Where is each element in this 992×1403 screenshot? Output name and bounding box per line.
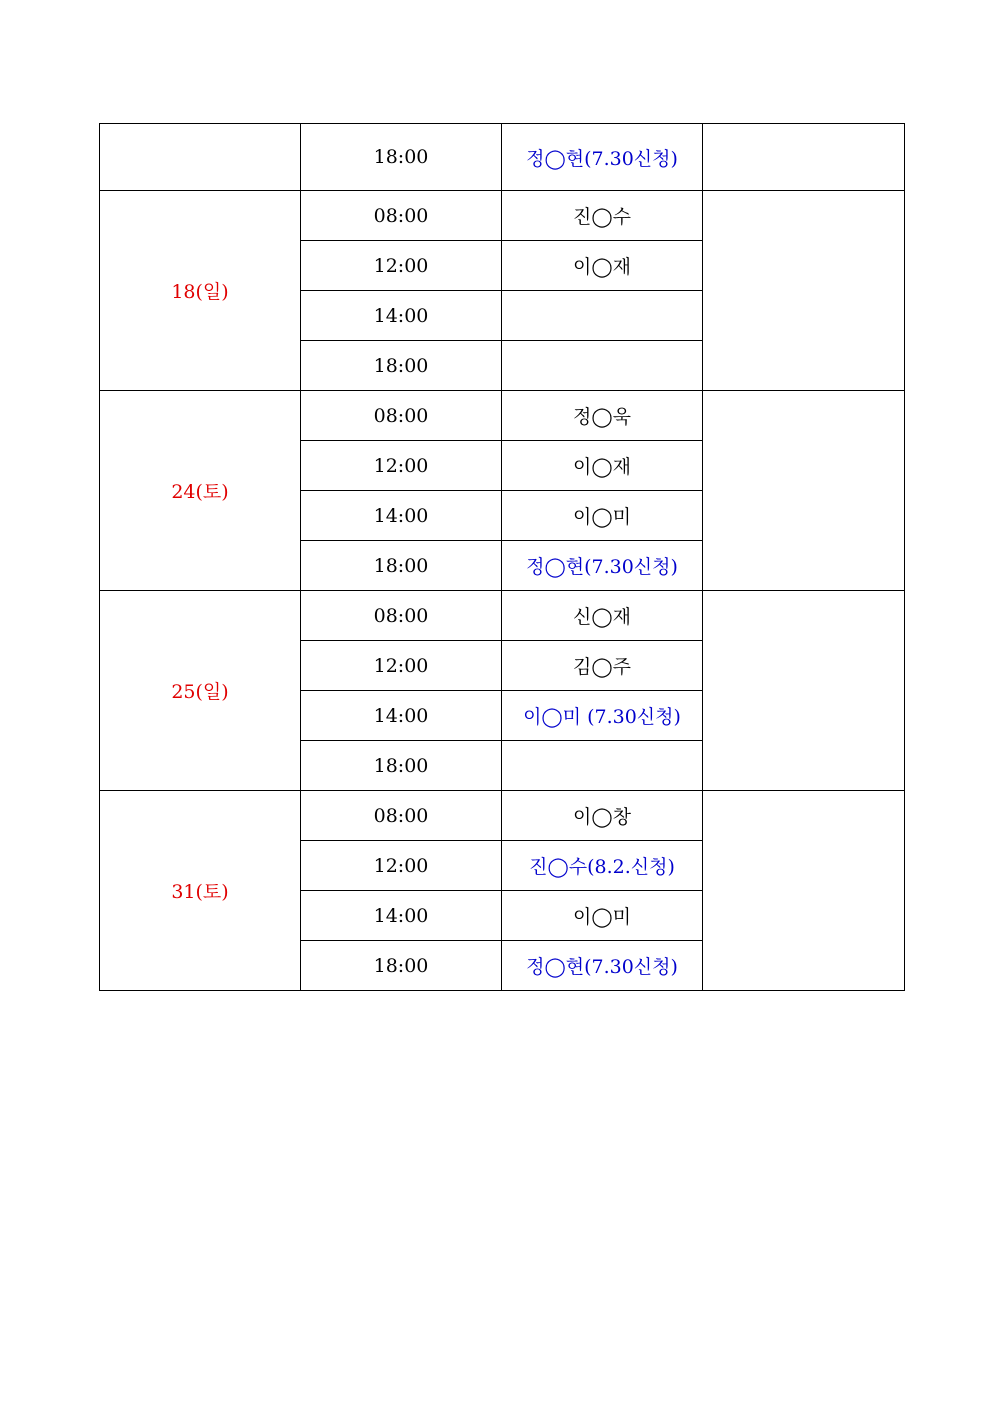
note-cell [703,791,905,991]
name-cell: 정◯현(7.30신청) [502,941,703,991]
name-cell: 정◯현(7.30신청) [502,541,703,591]
time-cell: 14:00 [301,491,502,541]
name-cell [502,291,703,341]
name-cell: 이◯창 [502,791,703,841]
schedule-body [100,124,905,991]
note-cell [703,191,905,391]
name-cell: 이◯재 [502,241,703,291]
name-cell [502,341,703,391]
date-cell: 31(토) [100,791,301,991]
date-cell [100,124,301,191]
time-cell: 18:00 [301,124,502,191]
note-cell [703,124,905,191]
date-cell: 25(일) [100,591,301,791]
name-cell: 진◯수(8.2.신청) [502,841,703,891]
time-cell: 18:00 [301,741,502,791]
time-cell: 12:00 [301,841,502,891]
name-cell: 김◯주 [502,641,703,691]
schedule-table [99,123,905,991]
time-cell: 14:00 [301,891,502,941]
table-row [100,191,905,241]
time-cell: 08:00 [301,591,502,641]
table-row [100,391,905,441]
time-cell: 18:00 [301,941,502,991]
name-cell: 이◯미 [502,491,703,541]
time-cell: 14:00 [301,291,502,341]
note-cell [703,391,905,591]
time-cell: 08:00 [301,191,502,241]
name-cell: 이◯재 [502,441,703,491]
name-cell: 이◯미 [502,891,703,941]
name-cell [502,741,703,791]
time-cell: 18:00 [301,341,502,391]
name-cell: 진◯수 [502,191,703,241]
name-cell: 신◯재 [502,591,703,641]
date-cell: 24(토) [100,391,301,591]
time-cell: 12:00 [301,441,502,491]
table-row [100,791,905,841]
time-cell: 08:00 [301,791,502,841]
time-cell: 14:00 [301,691,502,741]
note-cell [703,591,905,791]
time-cell: 12:00 [301,641,502,691]
time-cell: 18:00 [301,541,502,591]
name-cell: 정◯현(7.30신청) [502,124,703,191]
time-cell: 08:00 [301,391,502,441]
name-cell: 이◯미 (7.30신청) [502,691,703,741]
name-cell: 정◯욱 [502,391,703,441]
time-cell: 12:00 [301,241,502,291]
table-row [100,591,905,641]
table-row [100,124,905,191]
date-cell: 18(일) [100,191,301,391]
